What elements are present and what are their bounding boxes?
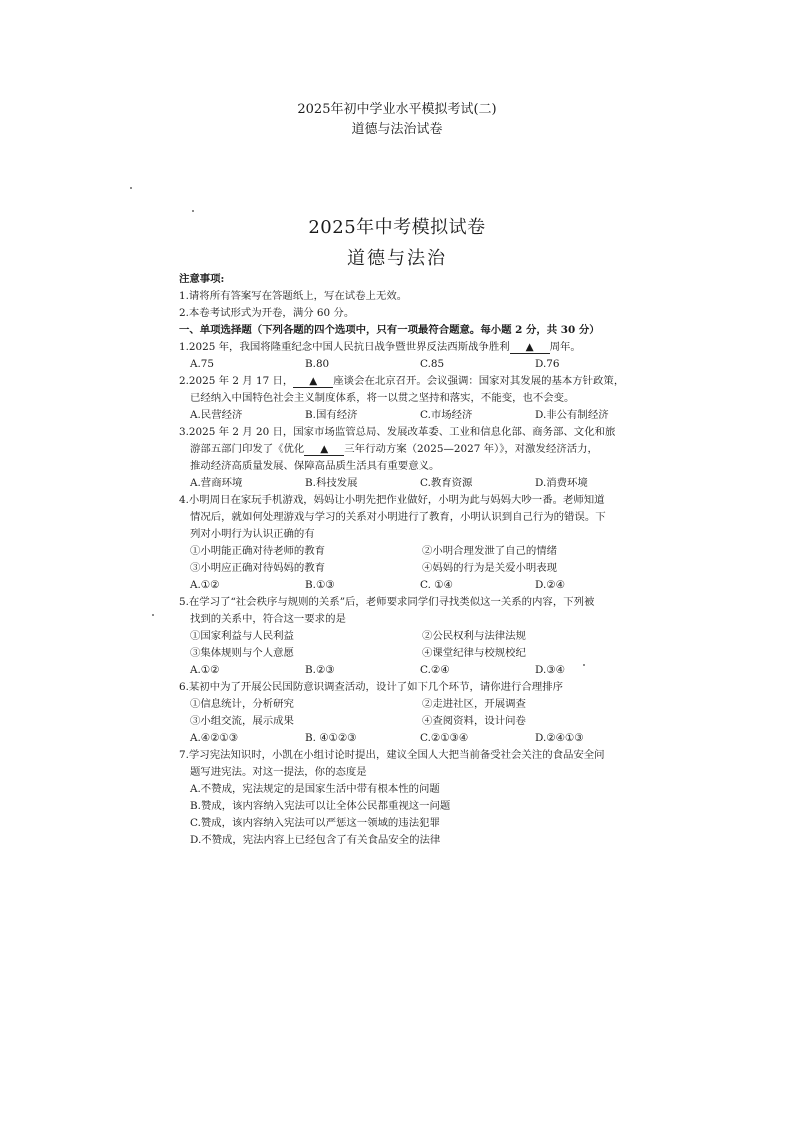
- notes-item: 1.请将所有答案写在答题纸上，写在试卷上无效。: [179, 290, 408, 302]
- option-b: B.国有经济: [305, 409, 358, 421]
- option-b: B.①③: [305, 579, 335, 591]
- statement: ③小组交流，展示成果: [190, 715, 294, 727]
- question-4-stem-line3: 列对小明行为认识正确的有: [190, 528, 315, 540]
- option-c: C.教育资源: [420, 477, 473, 489]
- question-6-options: [190, 730, 584, 747]
- statement: ②公民权利与法律法规: [422, 630, 526, 642]
- statement: ④课堂纪律与校规校纪: [422, 647, 526, 659]
- question-5-statements: [190, 628, 526, 645]
- option-d: D.③④: [535, 664, 565, 676]
- question-3-stem-line3: 推动经济高质量发展、保障高品质生活具有重要意义。: [190, 460, 440, 472]
- question-4-stem: 4.小明周日在家玩手机游戏，妈妈让小明先把作业做好，小明为此与妈妈大吵一番。老师知道: [179, 494, 605, 506]
- paper-title: 2025年中考模拟试卷: [308, 217, 486, 238]
- option-c: C. ①④: [420, 579, 453, 591]
- exam-header-line1: 2025年初中学业水平模拟考试(二): [297, 102, 497, 117]
- option-d: D.76: [535, 358, 560, 370]
- question-2-stem-line2: 已经纳入中国特色社会主义制度体系，将一以贯之坚持和落实，不能变，也不会变。: [190, 392, 575, 404]
- question-3-stem-line2: [190, 441, 598, 458]
- option-b: B.赞成，该内容纳入宪法可以让全体公民都重视这一问题: [190, 800, 451, 812]
- question-5-stem-line2: 找到的关系中，符合这一要求的是: [190, 613, 346, 625]
- statement: ③小明应正确对待妈妈的教育: [190, 562, 326, 574]
- option-a: A.75: [190, 358, 215, 370]
- option-d: D.②④: [535, 579, 565, 591]
- question-4-stem-line2: 情况后，就如何处理游戏与学习的关系对小明进行了教育，小明认识到自己行为的错误。下: [190, 511, 606, 523]
- question-text: 座谈会在北京召开。会议强调：国家对其发展的基本方针政策，: [333, 375, 625, 387]
- scan-speck: [130, 187, 132, 189]
- question-7-stem: 7.学习宪法知识时，小凯在小组讨论时提出，建议全国人大把当前备受社会关注的食品安全问: [179, 749, 605, 761]
- statement: ①小明能正确对待老师的教育: [190, 545, 326, 557]
- question-6-stem: 6.某初中为了开展公民国防意识调查活动，设计了如下几个环节，请你进行合理排序: [179, 681, 563, 693]
- option-c: C.85: [420, 358, 445, 370]
- notes-heading: 注意事项:: [179, 273, 225, 285]
- option-c: C.市场经济: [420, 409, 473, 421]
- statement: ④妈妈的行为是关爱小明表现: [422, 562, 558, 574]
- statement: ②走进社区，开展调查: [422, 698, 526, 710]
- option-d: D.不赞成，宪法内容上已经包含了有关食品安全的法律: [190, 834, 441, 846]
- option-b: B. ④①②③: [305, 732, 357, 744]
- option-d: D.消费环境: [535, 477, 588, 489]
- option-d: D.非公有制经济: [535, 409, 609, 421]
- statement: ④查阅资料，设计问卷: [422, 715, 526, 727]
- question-text: 周年。: [549, 341, 581, 353]
- statement: ①信息统计，分析研究: [190, 698, 294, 710]
- question-6-statements: [190, 696, 526, 713]
- option-c: C.②④: [420, 664, 450, 676]
- option-c: C.②①③④: [420, 732, 469, 744]
- question-1-stem: [179, 339, 581, 356]
- option-a: A.营商环境: [190, 477, 243, 489]
- question-4-statements: [190, 560, 557, 577]
- question-text: 游部五部门印发了《优化: [190, 443, 305, 455]
- statement: ①国家利益与人民利益: [190, 630, 294, 642]
- question-6-statements: [190, 713, 526, 730]
- question-1-options: [190, 356, 560, 373]
- option-a: A.不赞成，宪法规定的是国家生活中带有根本性的问题: [190, 783, 440, 795]
- option-a: A.④②①③: [190, 732, 239, 744]
- question-text: 2.2025 年 2 月 17 日，: [179, 375, 294, 387]
- question-7-stem-line2: 题写进宪法。对这一提法，你的态度是: [190, 766, 367, 778]
- question-2-stem: [179, 373, 624, 390]
- statement: ③集体规则与个人意愿: [190, 647, 294, 659]
- option-a: A.①②: [190, 664, 220, 676]
- question-5-statements: [190, 645, 526, 662]
- paper-subject: 道德与法治: [347, 248, 447, 269]
- option-c: C.赞成，该内容纳入宪法可以严惩这一领域的违法犯罪: [190, 817, 440, 829]
- question-text: 三年行动方案（2025—2027 年）》，对激发经济活力，: [344, 443, 598, 455]
- notes-item: 2.本卷考试形式为开卷，满分 60 分。: [179, 307, 355, 319]
- option-a: A.民营经济: [190, 409, 243, 421]
- section-heading: 一、单项选择题（下列各题的四个选项中，只有一项最符合题意。每小题 2 分，共 30 分）: [179, 324, 600, 336]
- question-2-options: [190, 407, 609, 424]
- scan-speck: [192, 210, 194, 212]
- statement: ②小明合理发泄了自己的情绪: [422, 545, 558, 557]
- scan-speck: [583, 664, 585, 666]
- exam-header-line2: 道德与法治试卷: [351, 122, 443, 137]
- answer-blank: ▲: [293, 376, 333, 388]
- scan-speck: [152, 614, 154, 616]
- option-b: B.80: [305, 358, 330, 370]
- answer-blank: ▲: [510, 342, 550, 354]
- question-3-stem: 3.2025 年 2 月 20 日，国家市场监管总局、发展改革委、工业和信息化部、商务部、文化和旅: [179, 426, 616, 438]
- question-4-statements: [190, 543, 557, 560]
- question-5-options: [190, 662, 565, 679]
- question-5-stem: 5.在学习了“社会秩序与规则的关系”后，老师要求同学们寻找类似这一关系的内容，下列被: [179, 596, 595, 608]
- option-b: B.②③: [305, 664, 335, 676]
- option-b: B.科技发展: [305, 477, 358, 489]
- option-d: D.②④①③: [535, 732, 584, 744]
- question-3-options: [190, 475, 588, 492]
- answer-blank: ▲: [304, 444, 344, 456]
- question-4-options: [190, 577, 565, 594]
- question-text: 1.2025 年，我国将隆重纪念中国人民抗日战争暨世界反法西斯战争胜利: [179, 341, 510, 353]
- option-a: A.①②: [190, 579, 220, 591]
